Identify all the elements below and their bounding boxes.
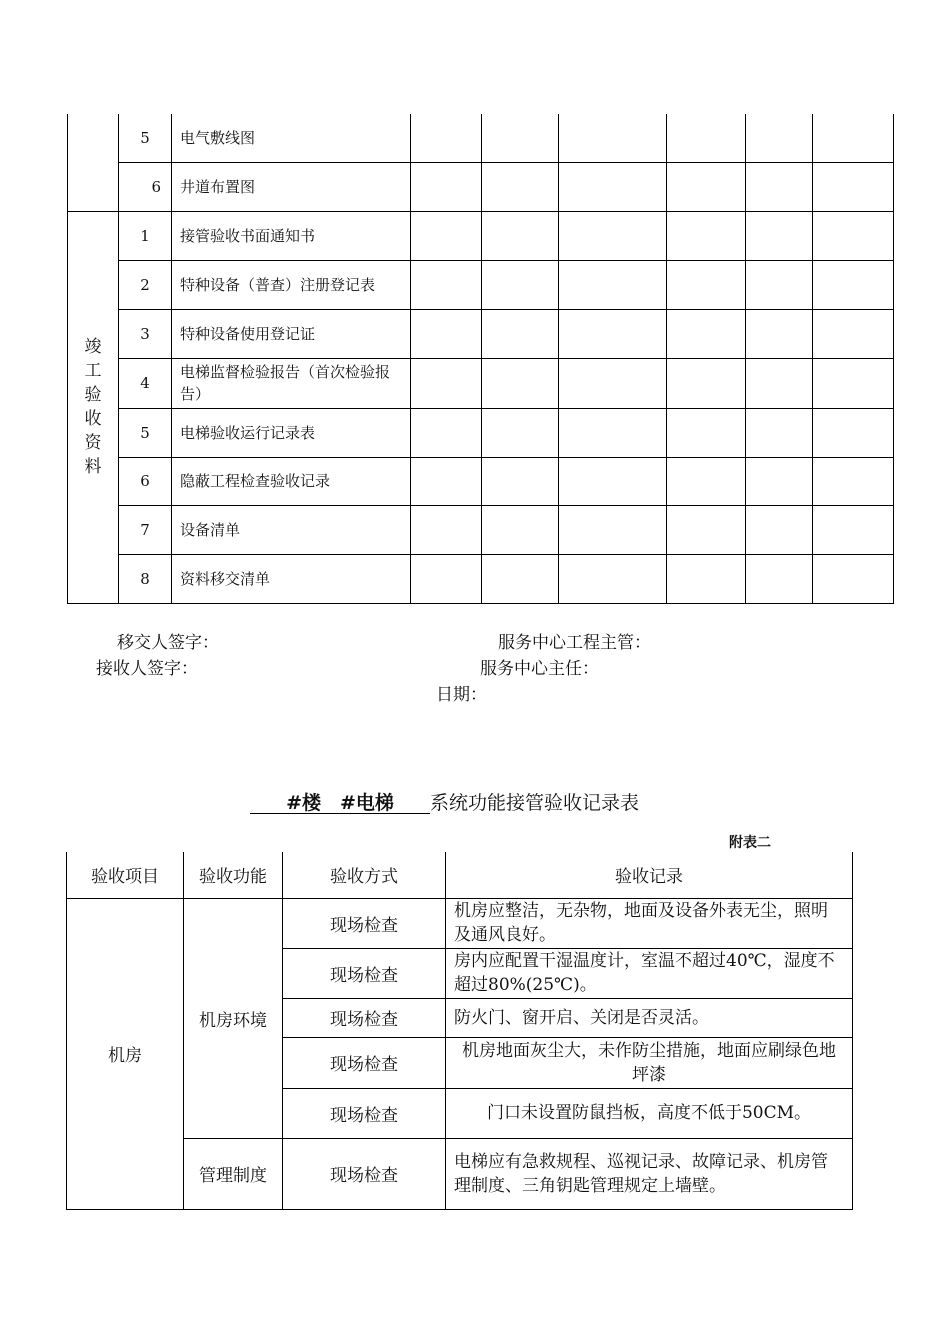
row-item: 特种设备（普查）注册登记表 [172, 260, 411, 309]
row-item: 电气敷线图 [172, 114, 411, 162]
record-cell: 防火门、窗开启、关闭是否灵活。 [446, 998, 853, 1037]
blank-cell [482, 114, 559, 162]
appendix-label: 附表二 [729, 835, 771, 851]
blank-cell [746, 114, 813, 162]
row-item: 电梯验收运行记录表 [172, 408, 411, 457]
method-cell: 现场检查 [283, 948, 446, 998]
table-row [68, 162, 894, 211]
function-machine-room-env: 机房环境 [184, 898, 283, 1138]
method-cell: 现场检查 [283, 998, 446, 1037]
header-method: 验收方式 [283, 852, 446, 898]
table-row [68, 554, 894, 603]
table-row [68, 408, 894, 457]
method-cell: 现场检查 [283, 1138, 446, 1209]
date-label: 日期： [436, 685, 487, 705]
row-item: 设备清单 [172, 505, 411, 554]
title-building-elevator: #楼 #电梯 [286, 792, 394, 814]
table-row [68, 260, 894, 309]
header-item: 验收项目 [67, 852, 184, 898]
table-row [68, 211, 894, 260]
table-row [67, 1138, 853, 1209]
table-row [68, 505, 894, 554]
acceptance-documents-table [67, 114, 894, 604]
row-item: 隐蔽工程检查验收记录 [172, 457, 411, 505]
title-underline [250, 813, 430, 814]
table-row [68, 457, 894, 505]
method-cell: 现场检查 [283, 898, 446, 948]
row-item: 资料移交清单 [172, 554, 411, 603]
receiver-signature-label: 接收人签字： [96, 659, 198, 679]
row-item: 井道布置图 [172, 162, 411, 211]
table-header-row [67, 852, 853, 898]
row-number: 5 [119, 114, 172, 162]
table-row [67, 898, 853, 948]
row-number: 7 [119, 505, 172, 554]
row-number: 6 [119, 162, 172, 211]
row-number: 6 [119, 457, 172, 505]
table-row [68, 309, 894, 358]
header-record: 验收记录 [446, 852, 853, 898]
row-number: 5 [119, 408, 172, 457]
blank-cell [559, 114, 667, 162]
row-item: 电梯监督检验报告（首次检验报告） [172, 358, 411, 408]
table-row [68, 114, 894, 162]
blank-cell [411, 114, 482, 162]
record-cell: 房内应配置干湿温度计，室温不超过40℃，湿度不超过80%(25℃)。 [446, 948, 853, 998]
handover-signature-label: 移交人签字： [117, 633, 219, 653]
row-item: 接管验收书面通知书 [172, 211, 411, 260]
blank-cell [667, 114, 746, 162]
row-number: 8 [119, 554, 172, 603]
table-row [68, 358, 894, 408]
row-number: 1 [119, 211, 172, 260]
title-main: 系统功能接管验收记录表 [430, 792, 640, 814]
record-cell: 机房应整洁，无杂物，地面及设备外表无尘，照明及通风良好。 [446, 898, 853, 948]
row-number: 4 [119, 358, 172, 408]
function-management-system: 管理制度 [184, 1138, 283, 1209]
header-function: 验收功能 [184, 852, 283, 898]
row-item: 特种设备使用登记证 [172, 309, 411, 358]
item-machine-room: 机房 [67, 898, 184, 1209]
center-director-label: 服务中心主任： [480, 659, 599, 679]
category-completion-documents: 竣 工 验 收 资 料 [68, 211, 119, 603]
row-number: 2 [119, 260, 172, 309]
blank-cell [813, 114, 894, 162]
category-cell-blank [68, 114, 119, 211]
record-cell: 门口未设置防鼠挡板，高度不低于50CM。 [446, 1088, 853, 1138]
engineering-manager-label: 服务中心工程主管： [498, 633, 651, 653]
record-cell: 电梯应有急救规程、巡视记录、故障记录、机房管理制度、三角钥匙管理规定上墙壁。 [446, 1138, 853, 1209]
row-number: 3 [119, 309, 172, 358]
function-acceptance-table [66, 852, 853, 1210]
method-cell: 现场检查 [283, 1037, 446, 1088]
record-cell: 机房地面灰尘大，未作防尘措施，地面应刷绿色地坪漆 [446, 1037, 853, 1088]
form-title [250, 788, 639, 815]
method-cell: 现场检查 [283, 1088, 446, 1138]
